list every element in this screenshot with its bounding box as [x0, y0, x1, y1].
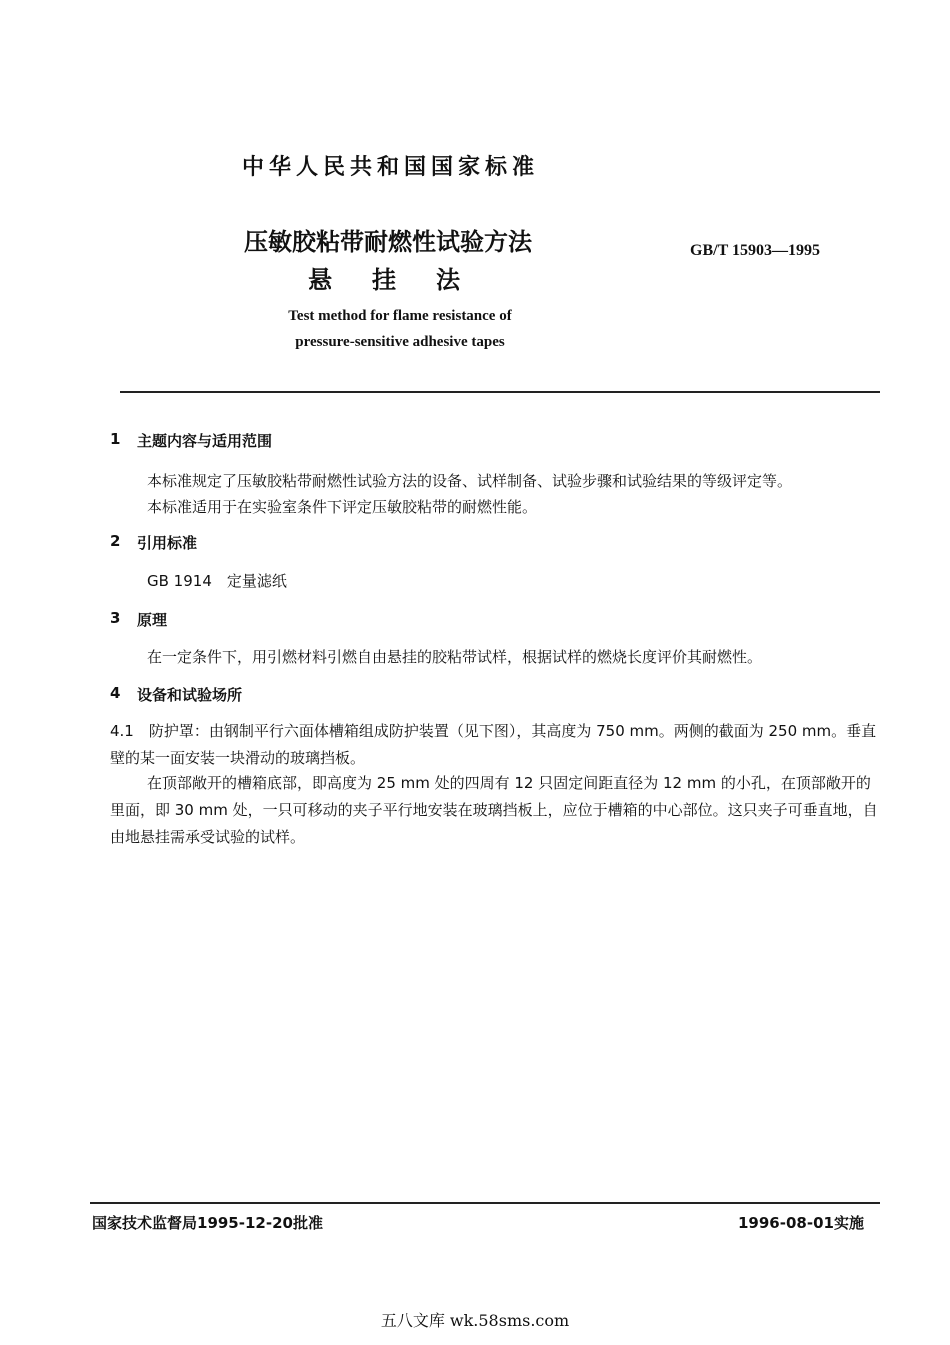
section-2-number: 2	[110, 532, 121, 550]
english-title-line2: pressure-sensitive adhesive tapes	[295, 334, 505, 350]
section-4-paragraph-1: 4.1 防护罩：由钢制平行六面体槽箱组成防护装置（见下图），其高度为 750 mm。两侧的截面为 250 mm。垂直壁的某一面安装一块滑动的玻璃挡板。	[110, 722, 877, 767]
national-standard-label: 中华人民共和国国家标准	[242, 155, 540, 180]
section-1-paragraph-1: 本标准规定了压敏胶粘带耐燃性试验方法的设备、试样制备、试验步骤和试验结果的等级评定等。	[147, 472, 793, 490]
footer-divider	[90, 1202, 880, 1204]
document-title: 压敏胶粘带耐燃性试验方法	[244, 228, 532, 256]
section-3-paragraph-1: 在一定条件下，用引燃材料引燃自由悬挂的胶粘带试样，根据试样的燃烧长度评价其耐燃性。	[147, 648, 763, 666]
section-2-paragraph-1: GB 1914 定量滤纸	[147, 572, 287, 590]
standard-code: GB/T 15903—1995	[690, 242, 820, 259]
section-1-number: 1	[110, 430, 121, 448]
section-1-title: 主题内容与适用范围	[137, 432, 273, 450]
section-4-title: 设备和试验场所	[137, 686, 243, 704]
implementation-date: 1996-08-01实施	[738, 1214, 864, 1232]
document-subtitle: 悬挂法	[308, 266, 500, 294]
english-title-line1: Test method for flame resistance of	[288, 308, 512, 324]
site-watermark: 五八文库 wk.58sms.com	[380, 1311, 570, 1330]
section-1-paragraph-2: 本标准适用于在实验室条件下评定压敏胶粘带的耐燃性能。	[147, 498, 538, 516]
section-2-title: 引用标准	[137, 534, 198, 552]
approval-date: 国家技术监督局1995-12-20批准	[92, 1214, 323, 1232]
section-4-paragraph-2: 在顶部敞开的槽箱底部，即高度为 25 mm 处的四周有 12 只固定间距直径为 12 mm 的小孔，在顶部敞开的里面，即 30 mm 处，一只可移动的夹子平行地安装在玻璃挡板上，应位于槽箱的中心部位。这只夹子可垂直地，自由地悬挂需承受试验的试样。	[110, 774, 878, 846]
section-3-title: 原理	[137, 611, 168, 629]
section-3-number: 3	[110, 609, 121, 627]
header-divider	[120, 391, 880, 393]
section-4-number: 4	[110, 684, 121, 702]
